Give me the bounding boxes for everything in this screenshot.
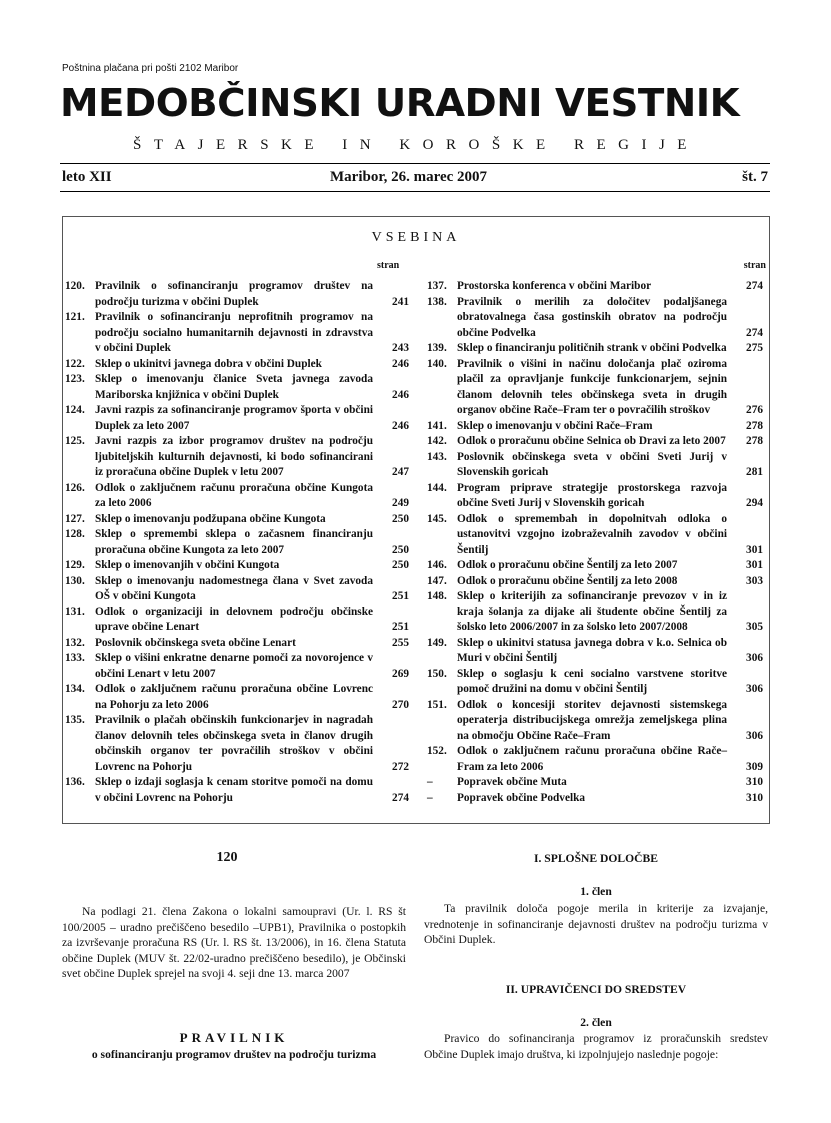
- toc-entry-number: 128.: [65, 528, 85, 540]
- toc-entry: [65, 434, 413, 481]
- toc-entry-page: 249: [392, 497, 409, 509]
- toc-entry-page: 310: [746, 791, 763, 804]
- toc-entry-page: 274: [392, 791, 409, 804]
- toc-entry: [427, 434, 767, 450]
- toc-entry: [427, 775, 767, 791]
- toc-entry-title: Javni razpis za sofinanciranje programov športa v občini Duplek za leto 2007: [95, 404, 373, 432]
- toc-entry-number: 150.: [427, 667, 447, 680]
- toc-entry-page: 306: [746, 652, 763, 664]
- toc-entry-number: 140.: [427, 357, 447, 370]
- toc-entry-title: Sklep o višini enkratne denarne pomoči za novorojence v občini Lenart v letu 2007: [95, 652, 373, 680]
- toc-entry-title: Odlok o proračunu občine Šentilj za leto 2007: [457, 559, 678, 571]
- toc-entry-number: 148.: [427, 590, 447, 602]
- toc-entry-page: 247: [392, 466, 409, 478]
- toc-entry-title: Sklep o imenovanju v občini Rače–Fram: [457, 419, 653, 432]
- toc-entry-page: 241: [392, 295, 409, 308]
- toc-entry-number: 134.: [65, 683, 85, 695]
- issue-number: št. 7: [742, 169, 768, 185]
- issue-year: leto XII: [62, 169, 112, 185]
- toc-entry-page: 243: [392, 342, 409, 354]
- toc-entry-page: 272: [392, 760, 409, 773]
- toc-entry-title: Odlok o proračunu občine Šentilj za leto 2008: [457, 574, 678, 587]
- toc-entry-title: Odlok o spremembah in dopolnitvah odloka o ustanovitvi vzgojno izobraževalnih zavodov v občini Šentilj: [457, 512, 727, 556]
- toc-entry: [427, 791, 767, 807]
- toc-entry: [65, 403, 413, 434]
- toc-entry-title: Pravilnik o merilih za določitev podaljšanega obratovalnega časa gostinskih obratov na področju občine Podvelka: [457, 295, 727, 339]
- toc-entry: [65, 279, 413, 310]
- toc-entry-page: 281: [746, 466, 763, 478]
- toc-entry-page: 246: [392, 419, 409, 432]
- toc-entry-page: 251: [392, 590, 409, 602]
- toc-entry-number: –: [427, 776, 433, 788]
- toc-entry-title: Popravek občine Muta: [457, 776, 567, 788]
- toc-entry: [427, 589, 767, 636]
- toc-entry-title: Popravek občine Podvelka: [457, 791, 586, 804]
- toc-entry-title: Sklep o financiranju političnih strank v občini Podvelka: [457, 342, 727, 354]
- toc-entry: [427, 450, 767, 481]
- toc-right-column: [427, 279, 767, 806]
- toc-entry: [427, 744, 767, 775]
- toc-entry: [427, 558, 767, 574]
- toc-entry-page: 303: [746, 574, 763, 587]
- toc-entry-page: 250: [392, 559, 409, 571]
- toc-entry: [65, 481, 413, 512]
- toc-entry: [427, 279, 767, 295]
- toc-entry: [65, 558, 413, 574]
- toc-entry-title: Sklep o imenovanju podžupana občine Kungota: [95, 512, 326, 525]
- toc-entry: [65, 713, 413, 775]
- table-of-contents: [62, 216, 770, 824]
- masthead-title: MEDOBČINSKI URADNI VESTNIK: [60, 81, 740, 125]
- issue-place-date: Maribor, 26. marec 2007: [330, 169, 488, 185]
- toc-entry-title: Odlok o koncesiji storitev dejavnosti sistemskega operaterja distribucijskega omrežja zemeljskega plina na območju Občine Rače–Fram: [457, 698, 727, 742]
- toc-entry: [65, 651, 413, 682]
- toc-entry-number: 147.: [427, 574, 447, 587]
- toc-entry-title: Sklep o spremembi sklepa o začasnem financiranju proračuna občine Kungota za leto 2007: [95, 528, 373, 556]
- toc-entry-title: Sklep o soglasju k ceni socialno varstvene storitve pomoč družini na domu v občini Šentilj: [457, 667, 727, 695]
- toc-entry-page: 251: [392, 621, 409, 633]
- toc-entry-number: 144.: [427, 481, 447, 494]
- toc-entry-title: Sklep o imenovanju članice Sveta javnega zavoda Mariborska knjižnica v občini Duplek: [95, 373, 373, 401]
- toc-entry-number: 127.: [65, 512, 85, 525]
- toc-entry-number: 130.: [65, 574, 85, 587]
- article-number: 120: [216, 850, 238, 865]
- toc-entry: [427, 698, 767, 745]
- toc-left-column: [65, 279, 413, 806]
- toc-entry-page: 310: [746, 776, 763, 788]
- toc-entry-page: 278: [746, 435, 763, 447]
- toc-entry: [65, 527, 413, 558]
- toc-entry-number: 132.: [65, 636, 85, 649]
- toc-entry-title: Odlok o proračunu občine Selnica ob Dravi za leto 2007: [457, 435, 726, 447]
- section-general-provisions: I. SPLOŠNE DOLOČBE: [533, 852, 659, 865]
- toc-entry-page: 278: [746, 419, 763, 432]
- toc-entry-title: Odlok o zaključnem računu proračuna občine Rače–Fram za leto 2006: [457, 745, 727, 773]
- toc-entry: [65, 636, 413, 652]
- toc-entry-page: 250: [392, 543, 409, 556]
- toc-entry: [65, 775, 413, 806]
- toc-page-label-left: stran: [377, 260, 400, 271]
- toc-entry: [427, 419, 767, 435]
- article-1-text: Ta pravilnik določa pogoje merila in kriterije za izvajanje, vrednotenje in sofinanciranje dejavnosti društev na področju turizma v Občini Duplek.: [424, 902, 768, 946]
- toc-entry-page: 246: [392, 388, 409, 401]
- toc-entry-number: 120.: [65, 280, 85, 292]
- toc-entry-title: Javni razpis za izbor programov društev na področju ljubiteljskih kulturnih dejavnosti, ki bodo sofinancirani iz proračuna občine Duplek v letu 2007: [95, 435, 373, 478]
- toc-entry-title: Odlok o organizaciji in delovnem področju občinske uprave občine Lenart: [95, 605, 373, 633]
- toc-entry: [427, 667, 767, 698]
- toc-entry-number: 121.: [65, 311, 85, 323]
- document-subtitle: o sofinanciranju programov društev na področju turizma: [91, 1048, 377, 1061]
- toc-entry-number: 143.: [427, 450, 447, 463]
- toc-entry-page: 246: [392, 357, 409, 370]
- article-2-text: Pravico do sofinanciranja programov iz proračunskih sredstev Občine Duplek imajo društva, ki izpolnjujejo naslednje pogoje:: [424, 1032, 768, 1061]
- toc-entry-page: 275: [746, 342, 763, 354]
- toc-entry-number: 124.: [65, 404, 85, 416]
- toc-entry-number: 129.: [65, 559, 85, 571]
- toc-entry-number: 126.: [65, 481, 85, 494]
- toc-entry-page: 306: [746, 729, 763, 742]
- header-rule-bottom: [60, 191, 770, 192]
- toc-entry-page: 309: [746, 760, 763, 773]
- postage-note: Poštnina plačana pri pošti 2102 Maribor: [62, 63, 239, 74]
- toc-entry-page: 269: [392, 667, 409, 680]
- toc-entry-title: Pravilnik o višini in načinu določanja plač oziroma plačil za opravljanje funkcije funkcionarjem, sejnin članom delovnih teles občinskega sveta in drugih organov občine Rače–Fram ter o povračilih stroškov: [457, 357, 727, 416]
- toc-entry-number: 137.: [427, 280, 447, 292]
- article-1-heading: 1. člen: [580, 885, 612, 898]
- toc-page-label-right: stran: [743, 260, 766, 271]
- header-rule-top: [60, 163, 770, 164]
- toc-entry: [65, 357, 413, 373]
- toc-entry: [65, 605, 413, 636]
- toc-entry-title: Odlok o zaključnem računu proračuna občine Kungota za leto 2006: [95, 481, 373, 509]
- toc-entry: [65, 310, 413, 357]
- toc-entry-page: 306: [746, 683, 763, 695]
- toc-entry-title: Sklep o imenovanjih v občini Kungota: [95, 559, 280, 571]
- toc-entry-number: 152.: [427, 745, 447, 757]
- toc-entry-number: 151.: [427, 698, 447, 711]
- toc-entry-page: 301: [746, 543, 763, 556]
- toc-entry: [427, 512, 767, 559]
- toc-entry-title: Poslovnik občinskega sveta v občini Sveti Jurij v Slovenskih goricah: [457, 450, 727, 478]
- toc-entry-number: 139.: [427, 342, 447, 354]
- toc-entry-number: 141.: [427, 419, 447, 432]
- toc-entry-title: Program priprave strategije prostorskega razvoja občine Sveti Jurij v Slovenskih goricah: [457, 481, 727, 509]
- toc-entry-number: 122.: [65, 357, 85, 370]
- toc-entry-number: 125.: [65, 435, 85, 447]
- toc-entry-number: 142.: [427, 435, 447, 447]
- toc-entry-title: Sklep o kriterijih za sofinanciranje prevozov v in iz kraja šolanja za dijake ali študente občine Šentilj za šolsko leto 2006/2007 in za šolsko leto 2007/2008: [457, 590, 727, 633]
- toc-entry-page: 274: [746, 326, 763, 339]
- toc-entry-title: Pravilnik o sofinanciranju programov društev na področju turizma v občini Duplek: [95, 280, 373, 308]
- toc-entry: [65, 512, 413, 528]
- toc-entry-number: 133.: [65, 652, 85, 664]
- toc-entry-page: 301: [746, 559, 763, 571]
- toc-entry-page: 294: [746, 497, 763, 509]
- toc-entry-number: 146.: [427, 559, 447, 571]
- document-title: PRAVILNIK: [179, 1030, 289, 1045]
- toc-entry-page: 305: [746, 621, 763, 633]
- masthead-subtitle: ŠTAJERSKE IN KOROŠKE REGIJE: [133, 137, 699, 153]
- toc-entry-title: Pravilnik o sofinanciranju neprofitnih programov na področju socialno humanitarnih dejavnosti in zdravstva v občini Duplek: [95, 311, 373, 354]
- article-intro: Na podlagi 21. člena Zakona o lokalni samoupravi (Ur. l. RS št 100/2005 – uradno prečiščeno besedilo –UPB1), Pravilnika o postopkih za izvrševanje proračuna RS (Ur. l. RS št. 13/2006), in 16. člena Statuta občine Duplek (MUV št. 22/02-uradno prečiščeno besedilo), je Občinski svet občine Duplek sprejel na svoji 4. seji dne 13. marca 2007: [62, 905, 406, 980]
- toc-entry: [427, 481, 767, 512]
- article-2-heading: 2. člen: [580, 1016, 612, 1029]
- toc-entry: [65, 574, 413, 605]
- toc-entry-page: 255: [392, 636, 409, 649]
- toc-entry-title: Sklep o izdaji soglasja k cenam storitve pomoči na domu v občini Lovrenc na Pohorju: [95, 776, 373, 804]
- toc-entry-title: Sklep o ukinitvi statusa javnega dobra v k.o. Selnica ob Muri v občini Šentilj: [457, 636, 727, 664]
- toc-entry-number: –: [427, 791, 433, 804]
- toc-entry-page: 274: [746, 280, 763, 292]
- toc-entry: [427, 295, 767, 342]
- toc-title: VSEBINA: [371, 230, 461, 245]
- toc-entry-page: 276: [746, 404, 763, 416]
- toc-entry-title: Poslovnik občinskega sveta občine Lenart: [95, 636, 296, 649]
- toc-entry: [427, 357, 767, 419]
- toc-entry-number: 131.: [65, 605, 85, 618]
- toc-entry-title: Prostorska konferenca v občini Maribor: [457, 280, 652, 292]
- toc-entry-number: 145.: [427, 512, 447, 525]
- toc-entry-title: Sklep o ukinitvi javnega dobra v občini Duplek: [95, 357, 322, 370]
- toc-entry: [427, 341, 767, 357]
- toc-entry-number: 138.: [427, 295, 447, 308]
- toc-entry: [65, 682, 413, 713]
- toc-entry: [427, 636, 767, 667]
- toc-entry-number: 136.: [65, 776, 85, 788]
- toc-entry-page: 270: [392, 698, 409, 711]
- section-beneficiaries: II. UPRAVIČENCI DO SREDSTEV: [505, 983, 687, 996]
- toc-entry-title: Pravilnik o plačah občinskih funkcionarjev in nagradah članov delovnih teles občinskega sveta in članov drugih občinskih organov ter povračilih stroškov v občini Lovrenc na Pohorju: [95, 714, 373, 773]
- toc-entry-number: 123.: [65, 373, 85, 385]
- toc-entry-title: Sklep o imenovanju nadomestnega člana v Svet zavoda OŠ v občini Kungota: [95, 574, 373, 602]
- toc-entry-number: 135.: [65, 714, 85, 726]
- toc-entry-page: 250: [392, 512, 409, 525]
- toc-entry: [427, 574, 767, 590]
- toc-entry-title: Odlok o zaključnem računu proračuna občine Lovrenc na Pohorju za leto 2006: [95, 683, 373, 711]
- toc-entry: [65, 372, 413, 403]
- toc-entry-number: 149.: [427, 636, 447, 649]
